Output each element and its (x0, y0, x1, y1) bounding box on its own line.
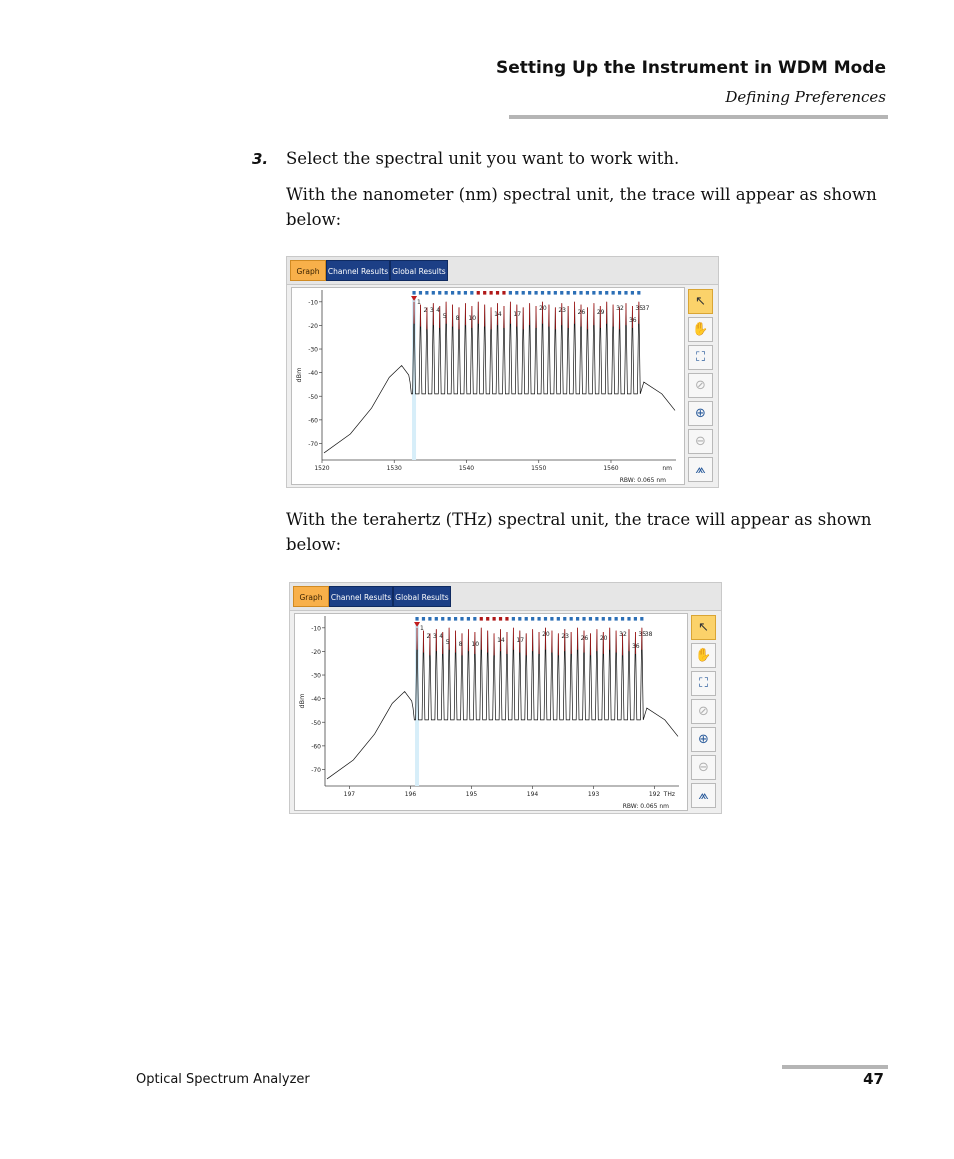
channel-label: 10 (468, 315, 477, 322)
channel-marker (595, 617, 598, 621)
channel-label: 17 (516, 637, 525, 644)
x-tick-label: 1560 (603, 465, 619, 472)
channel-label: 5 (442, 313, 447, 320)
channel-label: 37 (641, 305, 650, 312)
channel-marker (592, 291, 595, 295)
step-text: Select the spectral unit you want to work with. (286, 149, 680, 168)
channel-marker (480, 617, 483, 621)
channel-marker (477, 291, 480, 295)
tab-graph[interactable]: Graph (290, 260, 326, 281)
spectrum-chart-nm (292, 288, 685, 485)
x-tick-label: 1540 (458, 465, 475, 472)
channel-marker (467, 617, 470, 621)
x-tick-label: 193 (587, 791, 600, 798)
channel-marker (631, 291, 634, 295)
channel-marker (637, 291, 640, 295)
channel-marker (627, 617, 630, 621)
channel-label: 4 (439, 633, 444, 640)
channel-marker (432, 291, 435, 295)
channel-label: 8 (458, 641, 463, 648)
hand-pan-icon[interactable]: ✋ (691, 643, 716, 668)
channel-marker (496, 291, 499, 295)
zoom-area-icon[interactable]: ⛶ (688, 345, 713, 370)
channel-label: 14 (497, 637, 505, 644)
channel-marker (541, 291, 544, 295)
tab-global-results[interactable]: Global Results (393, 586, 451, 607)
channel-label: 36 (631, 643, 640, 650)
channel-marker (544, 617, 547, 621)
channel-marker (454, 617, 457, 621)
channel-marker (464, 291, 467, 295)
page-number: 47 (863, 1070, 884, 1088)
channel-marker (415, 617, 418, 621)
channel-marker (621, 617, 624, 621)
channel-marker (425, 291, 428, 295)
y-tick-label: -10 (308, 299, 318, 307)
channel-label: 14 (494, 311, 502, 318)
x-tick-label: 197 (343, 791, 356, 798)
y-axis-label: dBm (298, 693, 306, 709)
channel-marker (554, 291, 557, 295)
x-unit-label: nm (662, 465, 672, 472)
channel-marker (509, 291, 512, 295)
y-tick-label: -50 (311, 719, 321, 727)
spectrum-plot[interactable] (294, 613, 688, 811)
channel-label: 20 (539, 305, 547, 312)
y-tick-label: -30 (308, 346, 318, 354)
channel-label: 5 (445, 639, 450, 646)
y-tick-label: -70 (311, 766, 321, 774)
fit-trace-icon[interactable]: ⩕ (688, 457, 713, 482)
y-tick-label: -50 (308, 393, 318, 401)
y-tick-label: -60 (308, 417, 318, 425)
channel-marker (550, 617, 553, 621)
y-tick-label: -70 (308, 440, 318, 448)
channel-marker (412, 291, 415, 295)
zoom-area-icon[interactable]: ⛶ (691, 671, 716, 696)
channel-marker (528, 291, 531, 295)
tab-graph[interactable]: Graph (293, 586, 329, 607)
zoom-out-icon[interactable]: ⊖ (688, 429, 713, 454)
channel-marker (419, 291, 422, 295)
channel-label: 35 (638, 631, 647, 638)
tab-channel-results[interactable]: Channel Results (326, 260, 390, 281)
screenshot-thz (289, 582, 722, 814)
channel-label: 29 (596, 309, 605, 316)
channel-marker (518, 617, 521, 621)
pointer-icon[interactable]: ↖ (688, 289, 713, 314)
channel-label: 20 (542, 631, 550, 638)
rbw-label: RBW: 0.065 nm (622, 803, 669, 810)
channel-marker (624, 291, 627, 295)
channel-marker (460, 617, 463, 621)
channel-label: 8 (455, 315, 460, 322)
channel-label: 10 (471, 641, 480, 648)
y-tick-label: -60 (311, 743, 321, 751)
paragraph-nm: With the nanometer (nm) spectral unit, the trace will appear as shown below: (286, 185, 877, 229)
tab-bar (287, 257, 718, 285)
x-unit-label: THz (663, 791, 675, 798)
y-tick-label: -40 (311, 696, 321, 704)
paragraph-thz: With the terahertz (THz) spectral unit, the trace will appear as shown below: (286, 510, 872, 554)
channel-label: 26 (577, 309, 586, 316)
hand-pan-icon[interactable]: ✋ (688, 317, 713, 342)
x-tick-label: 196 (404, 791, 417, 798)
rbw-label: RBW: 0.065 nm (619, 477, 666, 484)
channel-label: 1 (420, 625, 424, 632)
channel-marker (445, 291, 448, 295)
channel-marker (473, 617, 476, 621)
channel-marker (640, 617, 643, 621)
header-rule (509, 115, 888, 119)
fit-trace-icon[interactable]: ⩕ (691, 783, 716, 808)
channel-marker (486, 617, 489, 621)
spectrum-chart-thz (295, 614, 688, 811)
channel-marker (586, 291, 589, 295)
y-tick-label: -10 (311, 625, 321, 633)
channel-marker (448, 617, 451, 621)
channel-label: 32 (616, 305, 624, 312)
channel-marker (563, 617, 566, 621)
channel-marker (557, 617, 560, 621)
channel-marker (499, 617, 502, 621)
channel-marker (483, 291, 486, 295)
footer-product-name: Optical Spectrum Analyzer (136, 1072, 310, 1087)
channel-marker (525, 617, 528, 621)
zoom-out-icon[interactable]: ⊖ (691, 755, 716, 780)
x-tick-label: 1530 (386, 465, 402, 472)
screenshot-nm (286, 256, 719, 488)
channel-label: 38 (644, 631, 653, 638)
zoom-reset-icon[interactable]: ⊘ (691, 699, 716, 724)
zoom-in-icon[interactable]: ⊕ (691, 727, 716, 752)
channel-marker (579, 291, 582, 295)
channel-marker (618, 291, 621, 295)
y-tick-label: -40 (308, 370, 318, 378)
channel-marker (534, 291, 537, 295)
channel-marker (512, 617, 515, 621)
channel-marker (441, 617, 444, 621)
channel-marker (422, 617, 425, 621)
channel-marker (567, 291, 570, 295)
channel-marker (451, 291, 454, 295)
channel-marker (608, 617, 611, 621)
tab-global-results[interactable]: Global Results (390, 260, 448, 281)
channel-marker (615, 617, 618, 621)
channel-marker (599, 291, 602, 295)
channel-label: 3 (432, 633, 437, 640)
channel-marker (605, 291, 608, 295)
channel-label: 4 (436, 307, 441, 314)
y-tick-label: -20 (311, 648, 321, 656)
channel-marker (560, 291, 563, 295)
channel-marker (490, 291, 493, 295)
channel-marker (537, 617, 540, 621)
footer-rule (782, 1065, 888, 1069)
step-number: 3. (252, 150, 269, 168)
channel-label: 26 (580, 635, 589, 642)
channel-marker (531, 617, 534, 621)
channel-label: 2 (426, 633, 431, 640)
channel-marker (457, 291, 460, 295)
channel-marker (634, 617, 637, 621)
channel-marker (573, 291, 576, 295)
running-header-subtitle: Defining Preferences (725, 88, 886, 106)
channel-marker (582, 617, 585, 621)
x-tick-label: 195 (465, 791, 478, 798)
channel-marker (470, 291, 473, 295)
spectrum-trace (327, 628, 678, 779)
channel-marker (602, 617, 605, 621)
channel-marker (522, 291, 525, 295)
x-tick-label: 1520 (314, 465, 330, 472)
x-tick-label: 192 (648, 791, 661, 798)
channel-label: 1 (417, 299, 421, 306)
channel-label: 36 (628, 317, 637, 324)
channel-marker (589, 617, 592, 621)
channel-label: 23 (561, 633, 569, 640)
x-tick-label: 194 (526, 791, 539, 798)
channel-marker (502, 291, 505, 295)
channel-marker (612, 291, 615, 295)
tab-channel-results[interactable]: Channel Results (329, 586, 393, 607)
channel-label: 17 (513, 311, 522, 318)
zoom-reset-icon[interactable]: ⊘ (688, 373, 713, 398)
x-tick-label: 1550 (531, 465, 547, 472)
channel-marker (570, 617, 573, 621)
channel-marker (505, 617, 508, 621)
channel-marker (435, 617, 438, 621)
channel-marker (547, 291, 550, 295)
channel-marker (438, 291, 441, 295)
y-tick-label: -20 (308, 322, 318, 330)
zoom-in-icon[interactable]: ⊕ (688, 401, 713, 426)
channel-label: 20 (599, 635, 608, 642)
tab-bar (290, 583, 721, 611)
channel-label: 3 (429, 307, 434, 314)
spectrum-trace (324, 302, 675, 453)
channel-label: 2 (423, 307, 428, 314)
channel-marker (515, 291, 518, 295)
channel-marker (493, 617, 496, 621)
running-header-title: Setting Up the Instrument in WDM Mode (495, 58, 886, 78)
spectrum-plot[interactable] (291, 287, 685, 485)
channel-label: 32 (619, 631, 627, 638)
channel-label: 35 (635, 305, 644, 312)
channel-label: 23 (558, 307, 566, 314)
pointer-icon[interactable]: ↖ (691, 615, 716, 640)
y-axis-label: dBm (295, 367, 303, 383)
channel-marker (428, 617, 431, 621)
y-tick-label: -30 (311, 672, 321, 680)
channel-marker (576, 617, 579, 621)
